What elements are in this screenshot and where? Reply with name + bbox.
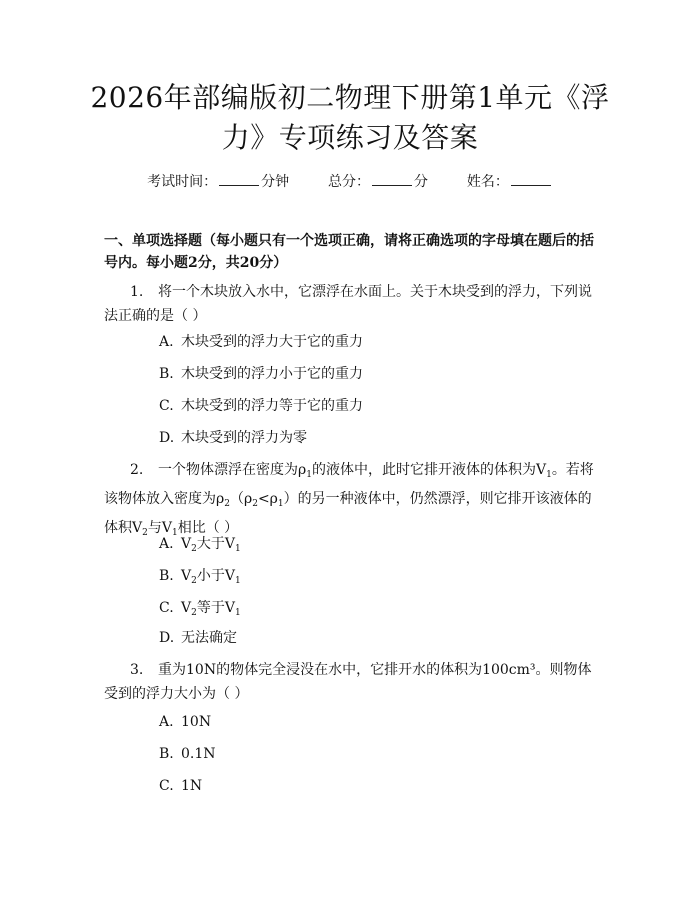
- option-a: [159, 712, 211, 732]
- option-d: [159, 628, 237, 648]
- stem-text: 一个物体漂浮在密度为ρ: [158, 462, 307, 478]
- stem-text: （ρ: [229, 491, 253, 507]
- subscript: 1: [171, 528, 178, 538]
- option-text: 木块受到的浮力为零: [181, 430, 307, 446]
- name-label: 姓名：: [466, 174, 509, 190]
- name-blank[interactable]: [511, 173, 551, 186]
- option-text: 木块受到的浮力小于它的重力: [181, 366, 363, 382]
- subscript: 2: [224, 499, 230, 509]
- subscript: 1: [306, 470, 312, 480]
- option-text: 大于V: [196, 536, 235, 552]
- option-c: [159, 396, 363, 416]
- option-text: V: [181, 536, 192, 552]
- option-b: [159, 364, 363, 384]
- option-c: [159, 598, 241, 623]
- stem-text: 与V: [147, 520, 172, 536]
- exam-title-line-2: 力》专项练习及答案: [221, 121, 479, 154]
- stem-text: 相比（ ）: [177, 520, 239, 536]
- subscript: 1: [277, 499, 284, 509]
- option-text: V: [181, 568, 192, 584]
- stem-text: 。若将该物体放入密度为ρ: [104, 462, 594, 507]
- score-blank[interactable]: [372, 173, 412, 186]
- score-label: 总分：: [328, 174, 370, 190]
- question-number: 2.: [130, 462, 144, 478]
- option-c: [159, 776, 202, 796]
- option-b: [159, 566, 241, 591]
- option-text: 木块受到的浮力大于它的重力: [181, 334, 363, 350]
- option-letter: B.: [159, 568, 174, 584]
- time-blank[interactable]: [219, 173, 259, 186]
- option-text: V: [181, 600, 192, 616]
- option-letter: C.: [159, 600, 174, 616]
- option-letter: A.: [159, 334, 174, 350]
- time-unit: 分钟: [261, 174, 290, 190]
- question-stem: 重为10N的物体完全浸没在水中，它排开水的体积为100cm³。则物体受到的浮力大小为（ ）: [104, 662, 592, 702]
- question-stem: 将一个木块放入水中，它漂浮在水面上。关于木块受到的浮力，下列说法正确的是（ ）: [104, 284, 592, 324]
- question-1: [104, 280, 599, 328]
- time-label: 考试时间：: [147, 174, 218, 190]
- option-text: 木块受到的浮力等于它的重力: [181, 398, 363, 414]
- option-a: [159, 332, 363, 352]
- option-text: 等于V: [196, 600, 235, 616]
- option-b: [159, 744, 216, 764]
- option-letter: B.: [159, 746, 174, 762]
- subscript: 2: [191, 576, 197, 586]
- exam-info-row: [0, 171, 700, 191]
- option-text: 0.1N: [181, 746, 216, 762]
- option-letter: D.: [159, 630, 175, 646]
- question-2: [104, 458, 599, 545]
- option-d: [159, 428, 307, 448]
- option-letter: B.: [159, 366, 174, 382]
- question-number: 3.: [130, 662, 144, 678]
- option-a: [159, 534, 241, 559]
- option-letter: C.: [159, 398, 174, 414]
- subscript: 1: [234, 576, 241, 586]
- exam-title-line-1: 2026年部编版初二物理下册第1单元《浮: [90, 81, 610, 114]
- option-text: 1N: [181, 778, 203, 794]
- subscript: 2: [191, 544, 197, 554]
- question-3: [104, 658, 599, 706]
- option-letter: C.: [159, 778, 174, 794]
- option-letter: D.: [159, 430, 175, 446]
- section-heading: 一、单项选择题（每小题只有一个选项正确，请将正确选项的字母填在题后的括号内。每小题2分，共20分）: [104, 233, 594, 271]
- option-text: 10N: [181, 714, 212, 730]
- question-number: 1.: [130, 284, 144, 300]
- score-unit: 分: [414, 174, 428, 190]
- stem-text: 的液体中，此时它排开液体的体积为V: [311, 462, 547, 478]
- option-letter: A.: [159, 536, 174, 552]
- stem-text: <ρ: [257, 491, 278, 507]
- option-text: 无法确定: [181, 630, 237, 646]
- option-text: 小于V: [196, 568, 235, 584]
- subscript: 1: [234, 608, 241, 618]
- subscript: 2: [191, 608, 197, 618]
- subscript: 1: [546, 470, 552, 480]
- option-letter: A.: [159, 714, 174, 730]
- subscript: 2: [252, 499, 258, 509]
- subscript: 1: [234, 544, 241, 554]
- subscript: 2: [142, 528, 148, 538]
- stem-text: ）的另一种液体中，仍然漂浮，则它排开该液体的体积V: [104, 491, 592, 536]
